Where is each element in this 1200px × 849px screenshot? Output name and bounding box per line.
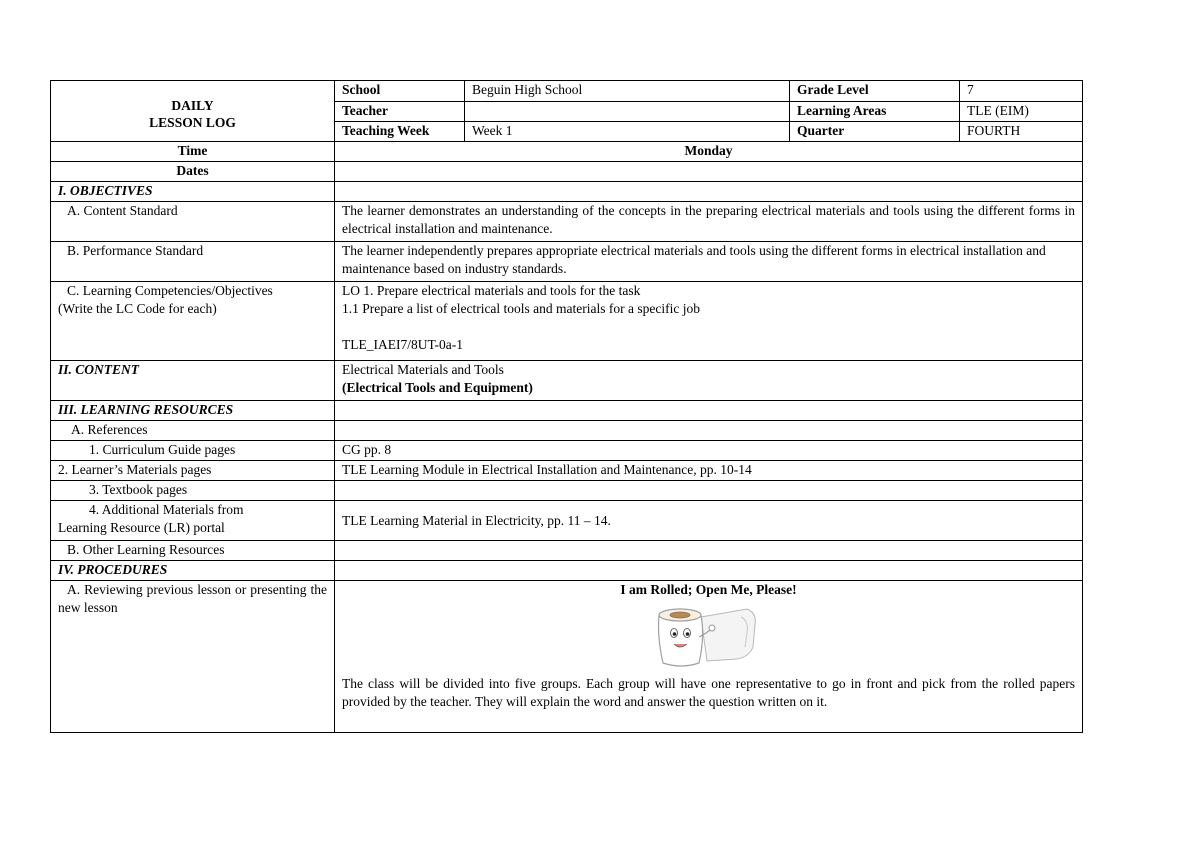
references-empty <box>335 421 1083 441</box>
daily-lesson-log-table <box>50 80 1083 733</box>
lm-row <box>51 461 1083 481</box>
performance-standard-label: B. Performance Standard <box>51 242 335 282</box>
competencies-label-line2: (Write the LC Code for each) <box>58 301 217 316</box>
textbook-label: 3. Textbook pages <box>51 481 335 501</box>
lm-label: 2. Learner’s Materials pages <box>51 461 335 481</box>
textbook-row <box>51 481 1083 501</box>
procedures-heading-empty <box>335 561 1083 581</box>
teacher-label: Teacher <box>335 102 465 122</box>
review-lesson-content <box>335 581 1083 733</box>
competencies-code: TLE_IAEI7/8UT-0a-1 <box>342 337 463 352</box>
performance-standard-text: The learner independently prepares appropriate electrical materials and tools using the different forms in electrical installation and maintenance based on industry standards. <box>335 242 1083 282</box>
review-lesson-row <box>51 581 1083 733</box>
performance-standard-row <box>51 242 1083 282</box>
day-label: Monday <box>335 142 1083 162</box>
objectives-heading: I. OBJECTIVES <box>51 182 335 202</box>
grade-level-value: 7 <box>960 81 1083 102</box>
competencies-label <box>51 282 335 361</box>
lesson-log-document <box>50 80 1082 733</box>
time-label: Time <box>51 142 335 162</box>
other-resources-value <box>335 541 1083 561</box>
grade-level-label: Grade Level <box>790 81 960 102</box>
content-standard-label: A. Content Standard <box>51 202 335 242</box>
teaching-week-label: Teaching Week <box>335 122 465 142</box>
school-value: Beguin High School <box>465 81 790 102</box>
content-standard-row <box>51 202 1083 242</box>
other-resources-label: B. Other Learning Resources <box>51 541 335 561</box>
objectives-heading-empty <box>335 182 1083 202</box>
competencies-line1: LO 1. Prepare electrical materials and tools for the task <box>342 283 641 298</box>
learning-areas-value: TLE (EIM) <box>960 102 1083 122</box>
procedures-heading-row <box>51 561 1083 581</box>
teacher-value <box>465 102 790 122</box>
content-line2: (Electrical Tools and Equipment) <box>342 380 533 395</box>
resources-heading-empty <box>335 401 1083 421</box>
objectives-heading-row <box>51 182 1083 202</box>
cg-value: CG pp. 8 <box>335 441 1083 461</box>
dates-row <box>51 162 1083 182</box>
competencies-label-line1: C. Learning Competencies/Objectives <box>67 283 273 298</box>
content-standard-text: The learner demonstrates an understanding of the concepts in the preparing electrical materials and tools using the different forms in electrical installation and maintenance. <box>335 202 1083 242</box>
additional-label-line2: Learning Resource (LR) portal <box>58 520 225 535</box>
additional-label-line1: 4. Additional Materials from <box>89 502 244 517</box>
competencies-row <box>51 282 1083 361</box>
competencies-line2: 1.1 Prepare a list of electrical tools and materials for a specific job <box>342 301 700 316</box>
activity-description: The class will be divided into five groups. Each group will have one representative to go in front and pick from the rolled papers provided by the teacher. They will explain the word and answer the question written on it. <box>342 676 1075 709</box>
quarter-label: Quarter <box>790 122 960 142</box>
time-row <box>51 142 1083 162</box>
document-title <box>51 81 335 142</box>
rolled-paper-mascot-icon <box>649 603 769 671</box>
content-heading: II. CONTENT <box>51 361 335 401</box>
references-label: A. References <box>51 421 335 441</box>
content-row <box>51 361 1083 401</box>
dates-label: Dates <box>51 162 335 182</box>
procedures-heading: IV. PROCEDURES <box>51 561 335 581</box>
teaching-week-value: Week 1 <box>465 122 790 142</box>
review-lesson-label: A. Reviewing previous lesson or presenting the new lesson <box>51 581 335 733</box>
competencies-text <box>335 282 1083 361</box>
textbook-value <box>335 481 1083 501</box>
additional-materials-row <box>51 501 1083 541</box>
content-line1: Electrical Materials and Tools <box>342 362 504 377</box>
lm-value: TLE Learning Module in Electrical Installation and Maintenance, pp. 10-14 <box>335 461 1083 481</box>
header-row-school <box>51 81 1083 102</box>
references-row <box>51 421 1083 441</box>
title-line-daily: DAILY <box>171 98 214 113</box>
additional-materials-value: TLE Learning Material in Electricity, pp. 11 – 14. <box>335 501 1083 541</box>
activity-title: I am Rolled; Open Me, Please! <box>620 582 797 597</box>
school-label: School <box>335 81 465 102</box>
quarter-value: FOURTH <box>960 122 1083 142</box>
resources-heading-row <box>51 401 1083 421</box>
additional-materials-label <box>51 501 335 541</box>
resources-heading: III. LEARNING RESOURCES <box>51 401 335 421</box>
content-text <box>335 361 1083 401</box>
cg-label: 1. Curriculum Guide pages <box>51 441 335 461</box>
learning-areas-label: Learning Areas <box>790 102 960 122</box>
other-resources-row <box>51 541 1083 561</box>
dates-value <box>335 162 1083 182</box>
cg-row <box>51 441 1083 461</box>
title-line-lesson-log: LESSON LOG <box>149 115 236 130</box>
